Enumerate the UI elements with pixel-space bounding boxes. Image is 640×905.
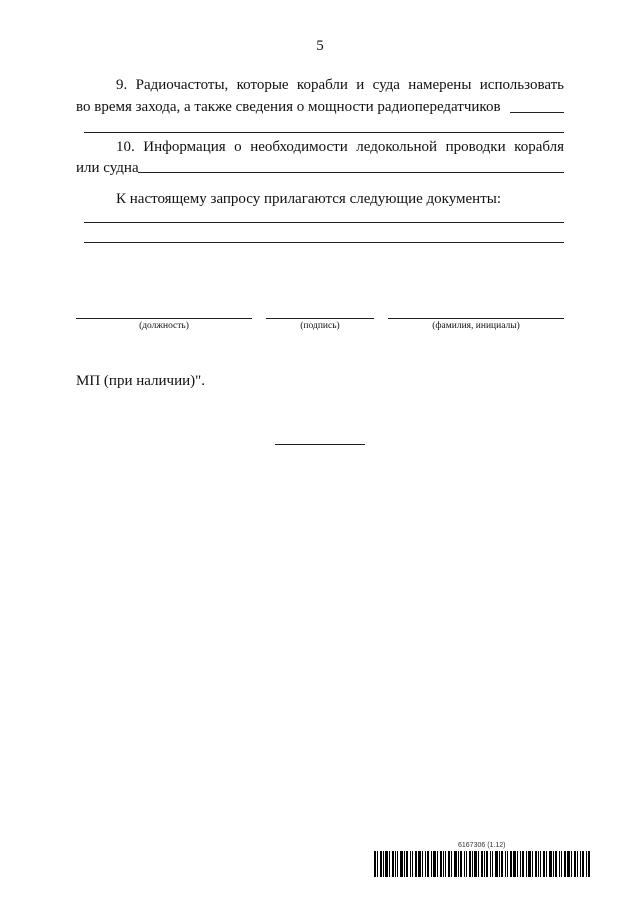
attachments-line-2 — [84, 242, 564, 243]
signature-caption: (подпись) — [300, 321, 340, 331]
attachments-label: К настоящему запросу прилагаются следующие документы: — [116, 191, 501, 207]
barcode-number: 6167306 (1.12) — [458, 842, 506, 849]
page-number: 5 — [316, 38, 324, 54]
name-caption: (фамилия, инициалы) — [432, 321, 520, 331]
item10-line1: 10. Информация о необходимости ледокольной проводки корабля — [116, 139, 564, 155]
closing-separator — [275, 444, 365, 445]
stamp-note: МП (при наличии)". — [76, 373, 206, 389]
item10-line2: или судна — [76, 160, 139, 176]
item9-fill-line — [84, 132, 564, 133]
item9-line1: 9. Радиочастоты, которые корабли и суда намерены использовать — [116, 77, 564, 93]
position-line — [76, 318, 252, 319]
attachments-line-1 — [84, 222, 564, 223]
barcode-image — [374, 851, 590, 877]
position-caption: (должность) — [139, 321, 189, 331]
item10-fill-line — [138, 172, 564, 173]
name-line — [388, 318, 564, 319]
signature-line — [266, 318, 374, 319]
item9-fill-line-inline — [510, 112, 564, 113]
item9-line2: во время захода, а также сведения о мощности радиопередатчиков — [76, 99, 501, 115]
